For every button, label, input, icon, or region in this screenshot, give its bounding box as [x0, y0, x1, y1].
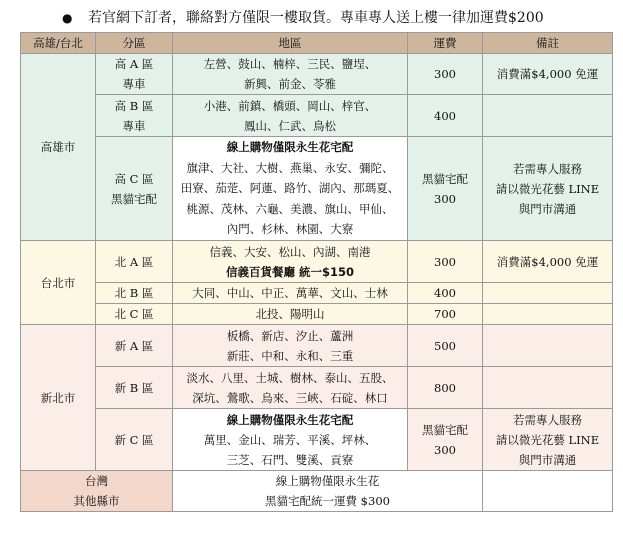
- fee-cell: 800: [408, 367, 483, 409]
- table-row: [21, 241, 613, 283]
- city-cell-kaohsiung: 高雄市: [21, 54, 96, 241]
- table-row: [21, 283, 613, 304]
- city-cell-newtaipei: 新北市: [21, 325, 96, 471]
- zone-cell: 新 A 區: [96, 325, 173, 367]
- remark-cell: [483, 471, 613, 512]
- area-cell: 左營、鼓山、楠梓、三民、鹽埕、 新興、前金、苓雅: [173, 54, 408, 95]
- area-cell: 大同、中山、中正、萬華、文山、士林: [173, 283, 408, 304]
- note-text: 若官網下訂者，聯絡對方僅限一樓取貨。專車專人送上樓一律加運費$200: [88, 10, 544, 26]
- zone-cell: 北 C 區: [96, 304, 173, 325]
- bullet-icon: ●: [62, 11, 73, 25]
- header-fee: 運費: [408, 33, 483, 54]
- header-city: 高雄/台北: [21, 33, 96, 54]
- area-title: 線上購物僅限永生花宅配: [226, 140, 354, 155]
- remark-cell: 消費滿$4,000 免運: [483, 241, 613, 283]
- area-cell: 北投、陽明山: [173, 304, 408, 325]
- table-row: [21, 54, 613, 95]
- fee-cell: 300: [408, 241, 483, 283]
- fee-cell: 400: [408, 95, 483, 137]
- header-area: 地區: [173, 33, 408, 54]
- city-cell-taipei: 台北市: [21, 241, 96, 325]
- area-cell: 淡水、八里、土城、樹林、泰山、五股、 深坑、鶯歌、烏來、三峽、石碇、林口: [173, 367, 408, 409]
- table-row: [21, 95, 613, 137]
- zone-cell: 新 C 區: [96, 409, 173, 471]
- header-zone: 分區: [96, 33, 173, 54]
- remark-cell: 若需專人服務 請以微光花藝 LINE 與門市溝通: [483, 409, 613, 471]
- area-cell: 信義、大安、松山、內湖、南港 信義百貨餐廳 統一$150: [173, 241, 408, 283]
- shipping-note: [62, 8, 544, 28]
- zone-cell: 高 B 區 專車: [96, 95, 173, 137]
- remark-cell: [483, 367, 613, 409]
- fee-cell: 300: [408, 54, 483, 95]
- area-cell: 線上購物僅限永生花宅配 萬里、金山、瑞芳、平溪、坪林、 三芝、石門、雙溪、貢寮: [173, 409, 408, 471]
- table-row: [21, 367, 613, 409]
- remark-cell: [483, 325, 613, 367]
- remark-cell: [483, 95, 613, 137]
- zone-cell: 新 B 區: [96, 367, 173, 409]
- area-cell: 板橋、新店、汐止、蘆洲 新莊、中和、永和、三重: [173, 325, 408, 367]
- zone-cell: 高 A 區 專車: [96, 54, 173, 95]
- zone-cell: 北 B 區: [96, 283, 173, 304]
- table-row: [21, 471, 613, 512]
- fee-cell: 黑貓宅配 300: [408, 137, 483, 241]
- table-row: [21, 409, 613, 471]
- table-row: [21, 137, 613, 241]
- zone-cell: 高 C 區 黑貓宅配: [96, 137, 173, 241]
- remark-cell: 若需專人服務 請以微光花藝 LINE 與門市溝通: [483, 137, 613, 241]
- other-area-cell: 線上購物僅限永生花 黑貓宅配統一運費 $300: [173, 471, 483, 512]
- header-remark: 備註: [483, 33, 613, 54]
- fee-cell: 黑貓宅配 300: [408, 409, 483, 471]
- table-header-row: [21, 33, 613, 54]
- remark-cell: 消費滿$4,000 免運: [483, 54, 613, 95]
- remark-cell: [483, 283, 613, 304]
- area-title: 線上購物僅限永生花宅配: [226, 412, 354, 427]
- fee-cell: 500: [408, 325, 483, 367]
- table-row: [21, 304, 613, 325]
- area-cell: 線上購物僅限永生花宅配 旗津、大社、大樹、燕巢、永安、彌陀、 田寮、茄萣、阿蓮、路竹、湖內、那瑪夏、 桃源、茂林、六龜、美濃、旗山、甲仙、 內門、杉林、林園、大寮: [173, 137, 408, 241]
- fee-cell: 700: [408, 304, 483, 325]
- area-cell: 小港、前鎮、橋頭、岡山、梓官、 鳳山、仁武、鳥松: [173, 95, 408, 137]
- remark-cell: [483, 304, 613, 325]
- table-row: [21, 325, 613, 367]
- fee-cell: 400: [408, 283, 483, 304]
- zone-cell: 北 A 區: [96, 241, 173, 283]
- other-counties-cell: 台灣 其他縣市: [21, 471, 173, 512]
- shipping-fee-table: [20, 32, 613, 512]
